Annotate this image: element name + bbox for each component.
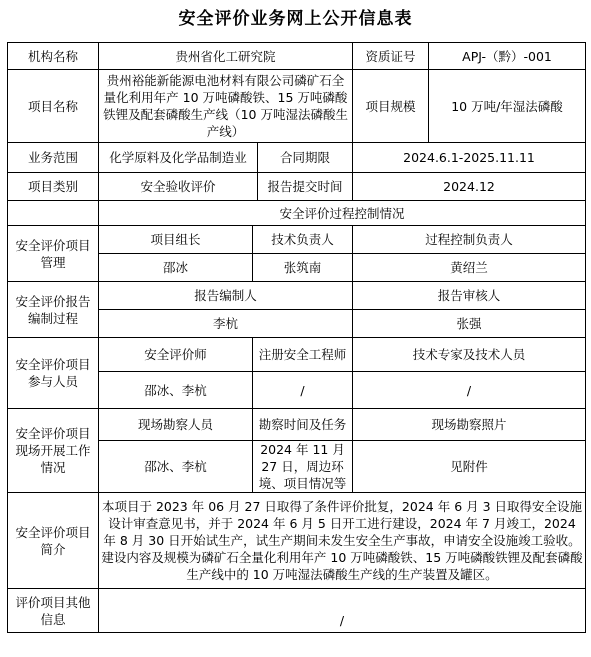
staff-value-expert: / — [353, 372, 586, 409]
mgmt-value-tech: 张筑南 — [253, 254, 353, 282]
contract-value: 2024.6.1-2025.11.11 — [353, 143, 586, 173]
mgmt-header-tech: 技术负责人 — [253, 226, 353, 254]
site-value-people: 邵冰、李杭 — [99, 441, 253, 493]
staff-value-engineer: / — [253, 372, 353, 409]
row-summary — [8, 493, 586, 589]
cert-value: APJ-（黔）-001 — [429, 43, 586, 70]
scope-value: 化学原料及化学品制造业 — [99, 143, 258, 173]
process-header: 安全评价过程控制情况 — [99, 201, 586, 226]
mgmt-header-process: 过程控制负责人 — [353, 226, 586, 254]
cert-label: 资质证号 — [353, 43, 429, 70]
row-scope — [8, 143, 586, 173]
report-date-label: 报告提交时间 — [258, 173, 353, 201]
report-date-value: 2024.12 — [353, 173, 586, 201]
contract-label: 合同期限 — [258, 143, 353, 173]
scale-label: 项目规模 — [353, 70, 429, 143]
row-other — [8, 589, 586, 633]
row-compile-headers — [8, 282, 586, 310]
document-title: 安全评价业务网上公开信息表 — [178, 9, 413, 29]
site-label: 安全评价项目现场开展工作情况 — [8, 409, 99, 493]
process-header-blank — [8, 201, 99, 226]
org-label: 机构名称 — [8, 43, 99, 70]
summary-label: 安全评价项目简介 — [8, 493, 99, 589]
project-label: 项目名称 — [8, 70, 99, 143]
staff-header-engineer: 注册安全工程师 — [253, 338, 353, 372]
project-value: 贵州裕能新能源电池材料有限公司磷矿石全量化利用年产 10 万吨磷酸铁、15 万吨磷酸铁锂及配套磷酸生产线（10 万吨湿法磷酸生产线） — [99, 70, 353, 143]
mgmt-value-leader: 邵冰 — [99, 254, 253, 282]
compile-value-author: 李杭 — [99, 310, 353, 338]
mgmt-value-process: 黄绍兰 — [353, 254, 586, 282]
row-site-headers — [8, 409, 586, 441]
category-value: 安全验收评价 — [99, 173, 258, 201]
staff-value-evaluator: 邵冰、李杭 — [99, 372, 253, 409]
site-value-photos: 见附件 — [353, 441, 586, 493]
row-process-header — [8, 201, 586, 226]
row-category — [8, 173, 586, 201]
staff-header-expert: 技术专家及技术人员 — [353, 338, 586, 372]
row-project — [8, 70, 586, 143]
other-value: / — [99, 589, 586, 633]
site-header-time: 勘察时间及任务 — [253, 409, 353, 441]
row-org — [8, 43, 586, 70]
org-value: 贵州省化工研究院 — [99, 43, 353, 70]
row-mgmt-headers — [8, 226, 586, 254]
compile-value-reviewer: 张强 — [353, 310, 586, 338]
mgmt-label: 安全评价项目管理 — [8, 226, 99, 282]
site-value-time: 2024 年 11 月 27 日，周边环境、项目情况等 — [253, 441, 353, 493]
site-header-photos: 现场勘察照片 — [353, 409, 586, 441]
row-staff-headers — [8, 338, 586, 372]
staff-label: 安全评价项目参与人员 — [8, 338, 99, 409]
summary-value: 本项目于 2023 年 06 月 27 日取得了条件评价批复，2024 年 6 月 3 日取得安全设施设计审查意见书，并于 2024 年 6 月 5 日开工进行建设，2024 年 7 月竣工，2024 年 8 月 30 日开始试生产，试生产期间未发生安全生产事故，申请安全设施竣工验收。建设内容及规模为磷矿石全量化利用年产 10 万吨磷酸铁、15 万吨磷酸铁锂及配套磷酸生产线中的 10 万吨湿法磷酸生产线的生产装置及罐区。 — [99, 493, 586, 589]
scale-value: 10 万吨/年湿法磷酸 — [429, 70, 586, 143]
compile-label: 安全评价报告编制过程 — [8, 282, 99, 338]
mgmt-header-leader: 项目组长 — [99, 226, 253, 254]
category-label: 项目类别 — [8, 173, 99, 201]
info-table — [7, 42, 586, 633]
compile-header-reviewer: 报告审核人 — [353, 282, 586, 310]
staff-header-evaluator: 安全评价师 — [99, 338, 253, 372]
compile-header-author: 报告编制人 — [99, 282, 353, 310]
site-header-people: 现场勘察人员 — [99, 409, 253, 441]
other-label: 评价项目其他信息 — [8, 589, 99, 633]
scope-label: 业务范围 — [8, 143, 99, 173]
